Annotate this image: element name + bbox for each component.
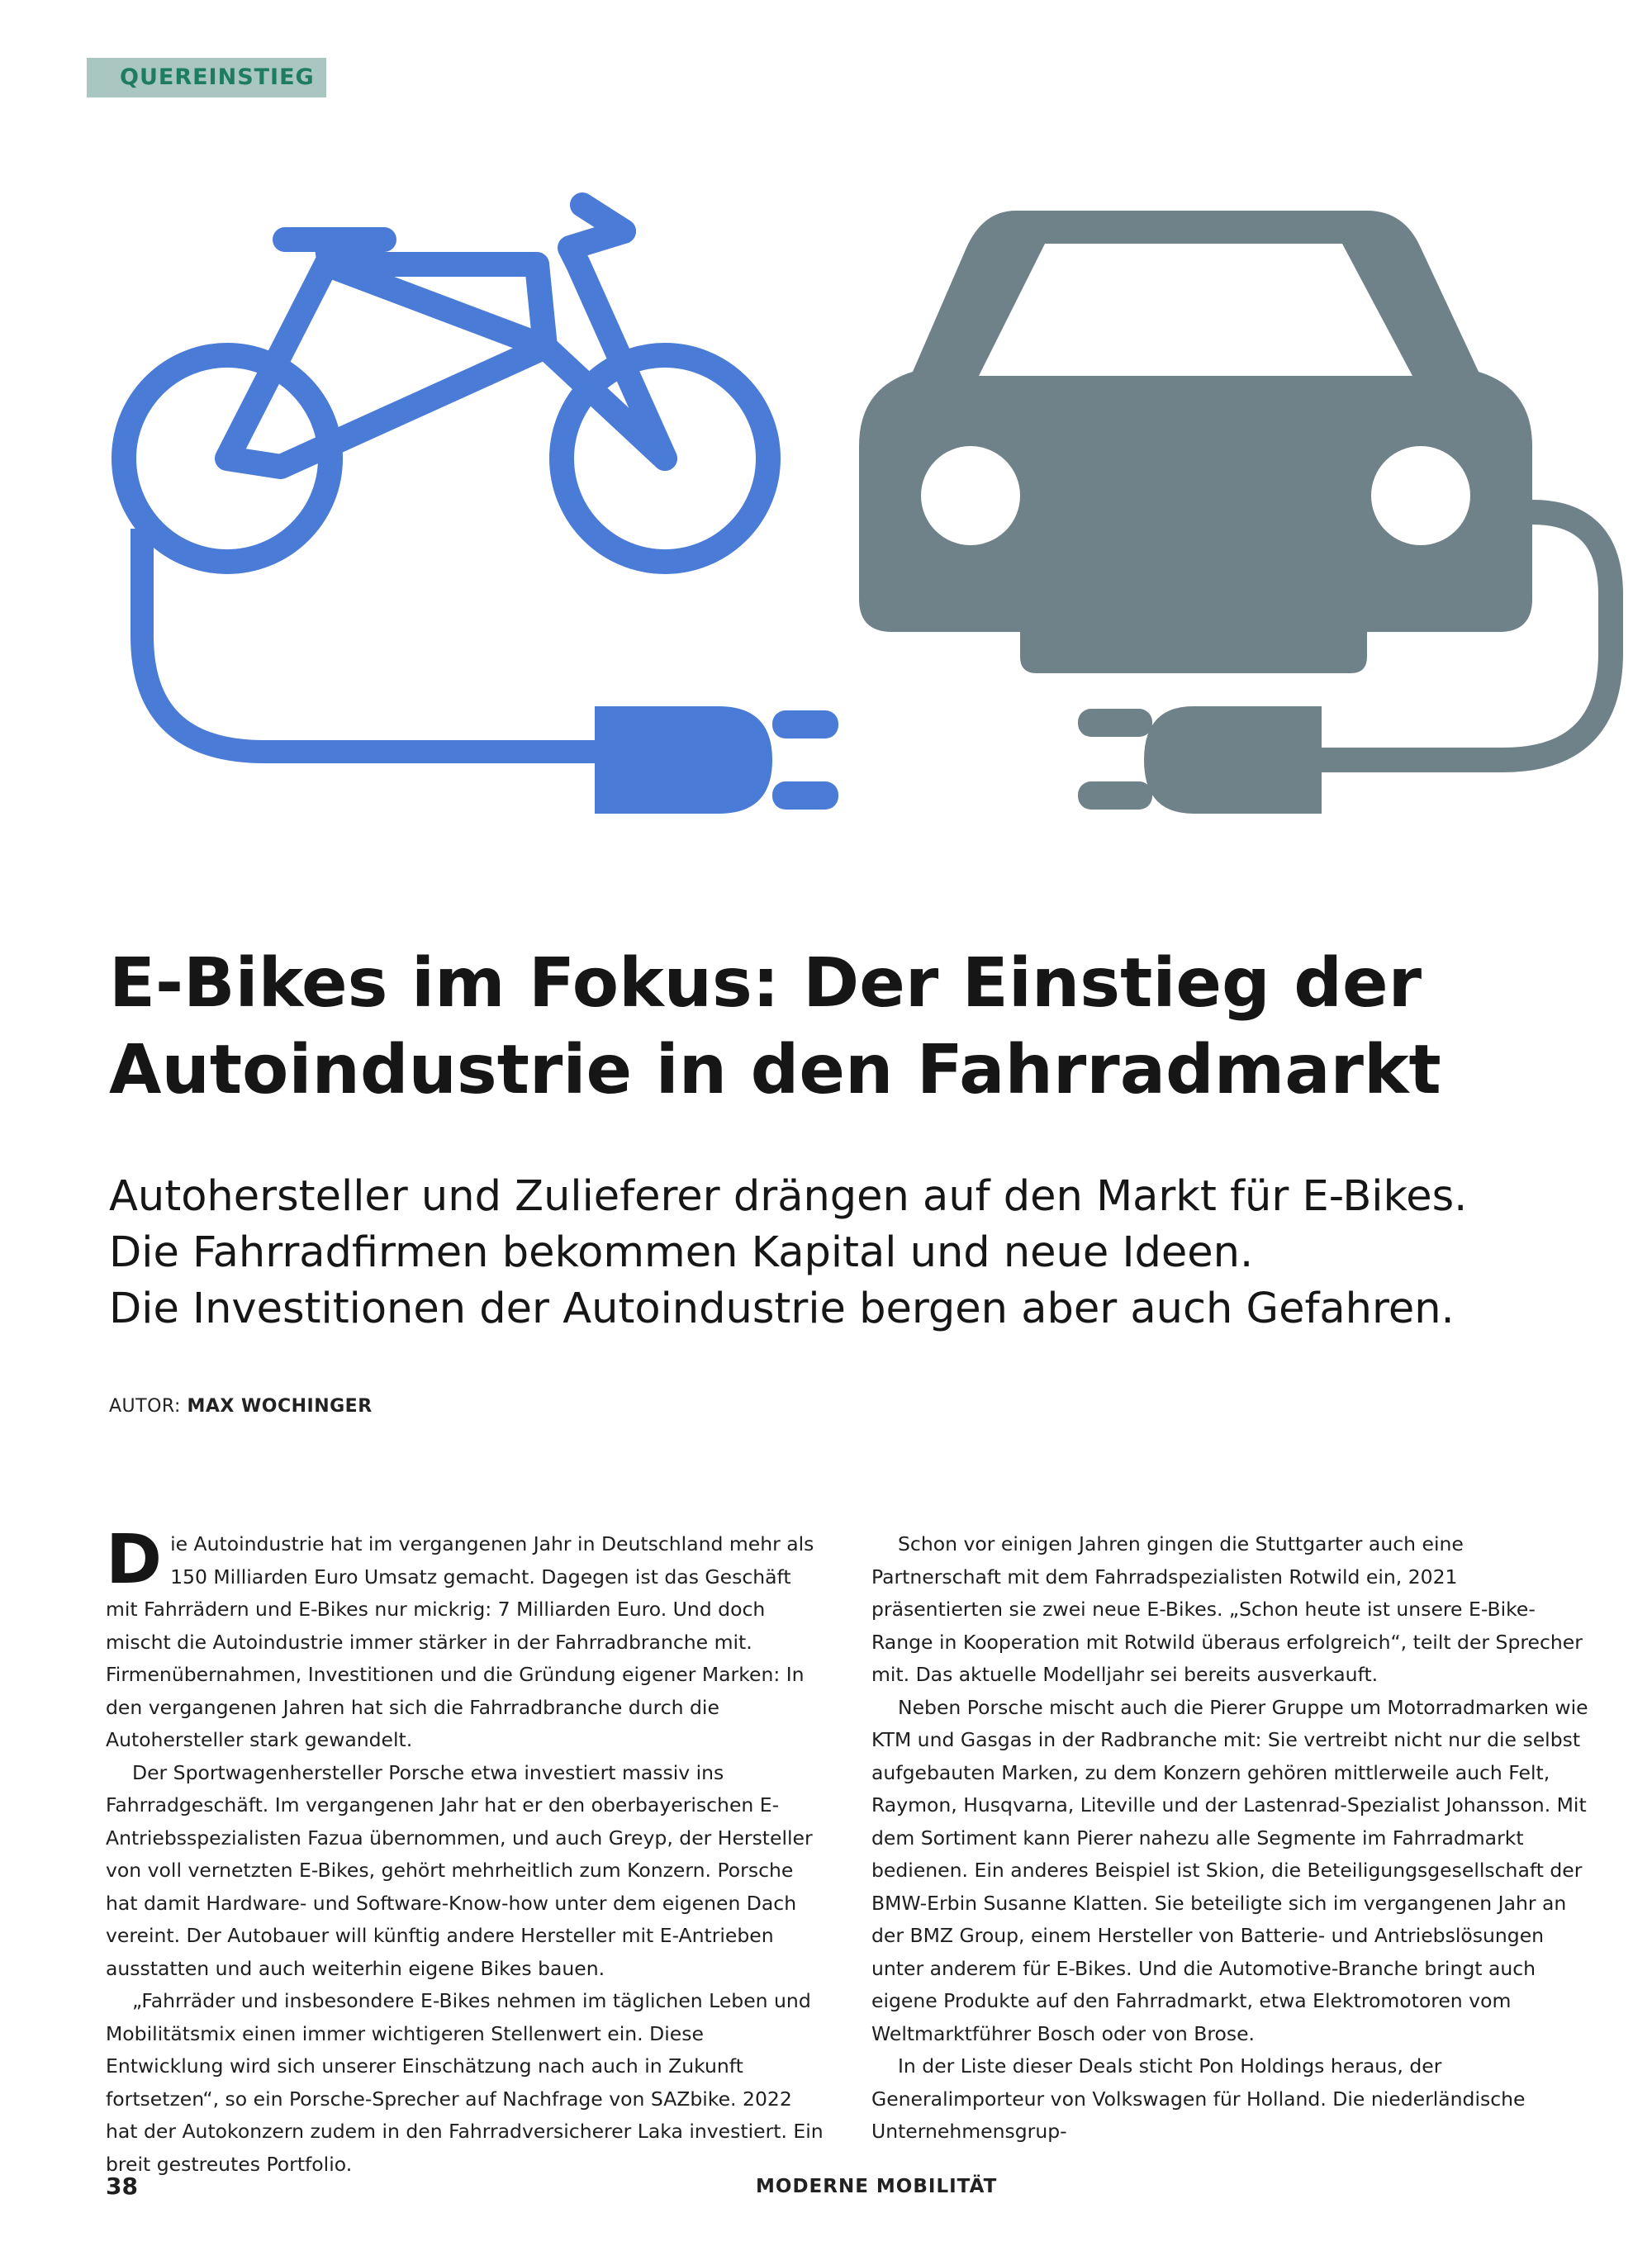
car-icon [859, 211, 1532, 673]
lead-line: Die Investitionen der Autoindustrie bergen aber auch Gefahren. [109, 1285, 1455, 1333]
bicycle-icon [124, 205, 768, 562]
article-headline: E-Bikes im Fokus: Der Einstieg der Autoindustrie in den Fahrradmarkt [109, 944, 1441, 1109]
body-paragraph: Der Sportwagenhersteller Porsche etwa investiert massiv ins Fahrradgeschäft. Im vergangenen Jahr hat er den oberbayerischen E-Antriebsspezialisten Fazua übernommen, und auch Greyp, der Hersteller von voll vernetzten E-Bikes, gehört mehrheitlich zum Konzern. Porsche hat damit Hardware- und Software-Know-how unter dem eigenen Dach vereint. Der Autobauer will künftig andere Hersteller mit E-Antrieben ausstatten und auch weiterhin eigene Bikes bauen. [106, 1760, 813, 1980]
body-paragraph: Schon vor einigen Jahren gingen die Stuttgarter auch eine Partnerschaft mit dem Fahrradspezialisten Rotwild ein, 2021 präsentierten sie zwei neue E-Bikes. „Schon heute ist unsere E-Bike-Range in Kooperation mit Rotwild überaus erfolgreich“, teilt der Sprecher mit. Das aktuelle Modelljahr sei bereits ausverkauft. [871, 1532, 1583, 1686]
body-column-right [871, 1528, 1590, 2149]
magazine-name: MODERNE MOBILITÄT [756, 2176, 998, 2197]
page-number: 38 [106, 2173, 138, 2200]
body-paragraph: Neben Porsche mischt auch die Pierer Gruppe um Motorradmarken wie KTM und Gasgas in der Radbranche mit: Sie vertreibt nicht nur die selbst aufgebauten Marken, zu dem Konzern gehören mittlerweile auch Felt, Raymon, Husqvarna, Liteville und der Lastenrad-Spezialist Johansson. Mit dem Sortiment kann Pierer nahezu alle Segmente im Fahrradmarkt bedienen. Ein anderes Beispiel ist Skion, die Beteiligungsgesellschaft der BMW-Erbin Susanne Klatten. Sie beteiligte sich im vergangenen Jahr an der BMZ Group, einem Hersteller von Batterie- und Antriebslösungen unter anderem für E-Bikes. Und die Automotive-Branche bringt auch eigene Produkte auf den Fahrradmarkt, etwa Elektromotoren vom Weltmarktführer Bosch oder von Brose. [871, 1695, 1588, 2045]
article-lead [109, 1169, 1629, 1337]
body-paragraph: In der Liste dieser Deals sticht Pon Holdings heraus, der Generalimporteur von Volkswagen für Holland. Die niederländische Unternehmensgrup- [871, 2054, 1526, 2143]
illustration [0, 0, 1652, 909]
body-paragraph [106, 1521, 824, 1757]
body-paragraph: „Fahrräder und insbesondere E-Bikes nehmen im täglichen Leben und Mobilitätsmix einen immer wichtigeren Stellenwert ein. Diese Entwicklung wird sich unserer Einschätzung nach auch in Zukunft fortsetzen“, so ein Porsche-Sprecher auf Nachfrage von SAZbike. 2022 hat der Autokonzern zudem in den Fahrradversicherer Laka investiert. Ein breit gestreutes Portfolio. [106, 1989, 824, 2176]
lead-line: Autohersteller und Zulieferer drängen auf den Markt für E-Bikes. [109, 1172, 1468, 1221]
author-label: AUTOR: [109, 1396, 181, 1417]
section-tag: QUEREINSTIEG [87, 58, 326, 97]
power-plug-icon [595, 706, 838, 814]
dropcap: D [106, 1521, 163, 1599]
lead-line: Die Fahrradfirmen bekommen Kapital und neue Ideen. [109, 1228, 1254, 1277]
paragraph-text: ie Autoindustrie hat im vergangenen Jahr in Deutschland mehr als 150 Milliarden Euro Umsatz gemacht. Dagegen ist das Geschäft mit Fahrrädern und E-Bikes nur mickrig: 7 Milliarden Euro. Und doch mischt die Autoindustrie immer stärker in der Fahrradbranche mit. Firmenübernahmen, Investitionen und die Gründung eigener Marken: In den vergangenen Jahren hat sich die Fahrradbranche durch die Autohersteller stark gewandelt. [106, 1532, 814, 1751]
author-name: MAX WOCHINGER [187, 1396, 373, 1417]
power-plug-icon [1078, 706, 1322, 814]
author-line [109, 1396, 373, 1417]
body-column-left [106, 1521, 824, 2181]
